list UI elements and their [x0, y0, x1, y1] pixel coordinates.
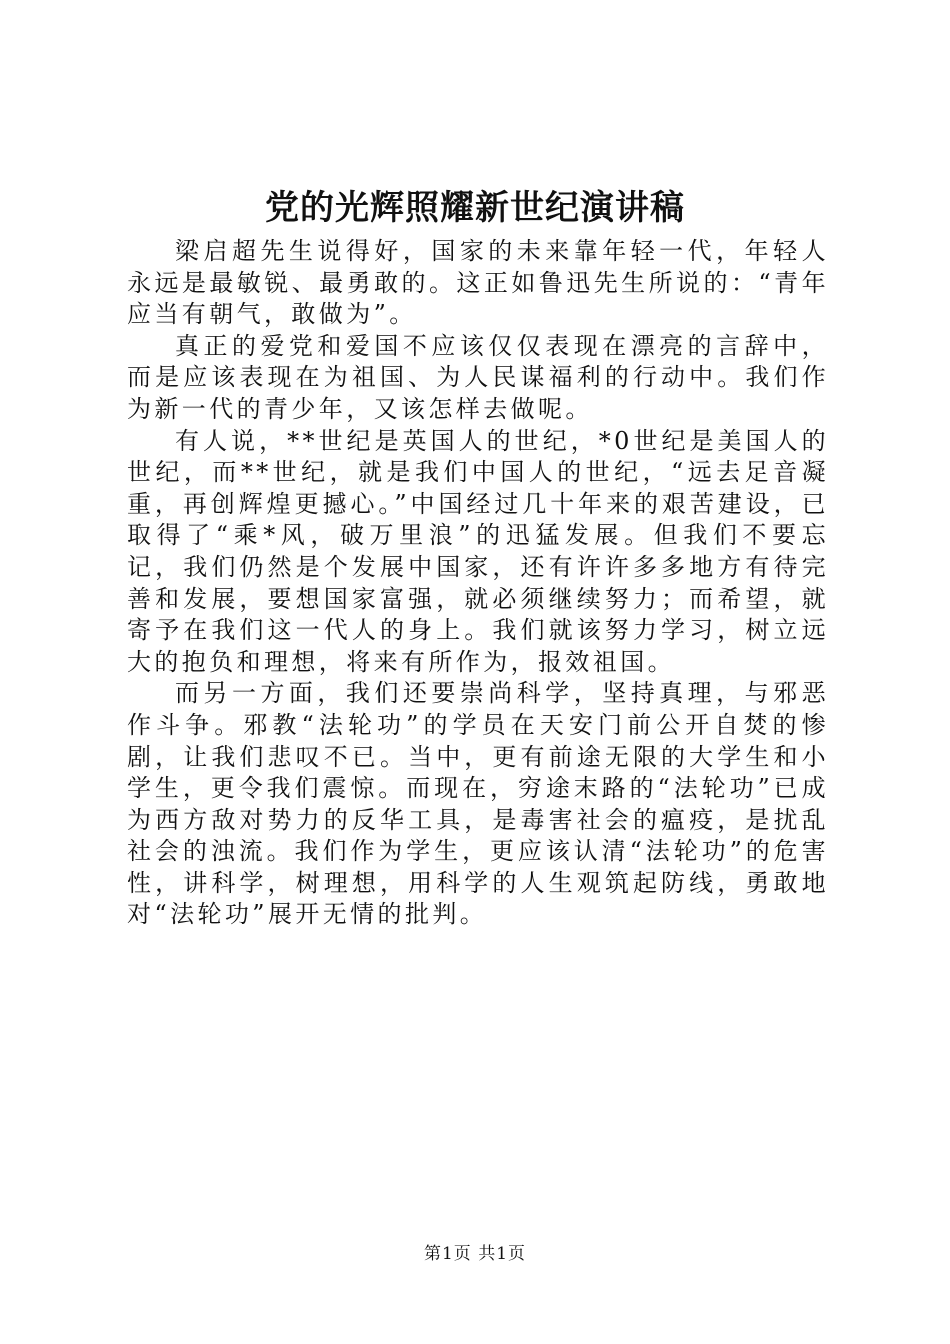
paragraph-1: 梁启超先生说得好，国家的未来靠年轻一代，年轻人永远是最敏锐、最勇敢的。这正如鲁迅先生所说的：“青年应当有朝气，敢做为”。: [127, 237, 829, 329]
document-title: 党的光辉照耀新世纪演讲稿: [265, 188, 685, 228]
paragraph-4: 而另一方面，我们还要崇尚科学，坚持真理，与邪恶作斗争。邪教“法轮功”的学员在天安门前公开自焚的惨剧，让我们悲叹不已。当中，更有前途无限的大学生和小学生，更令我们震惊。而现在，穷途末路的“法轮功”已成为西方敌对势力的反华工具，是毒害社会的瘟疫，是扰乱社会的浊流。我们作为学生，更应该认清“法轮功”的危害性，讲科学，树理想，用科学的人生观筑起防线，勇敢地对“法轮功”展开无情的批判。: [127, 679, 829, 929]
document-body: [127, 236, 829, 931]
paragraph-3: 有人说，**世纪是英国人的世纪，*0世纪是美国人的世纪，而**世纪，就是我们中国人的世纪，“远去足音凝重，再创辉煌更撼心。”中国经过几十年来的艰苦建设，已取得了“乘*风，破万里浪”的迅猛发展。但我们不要忘记，我们仍然是个发展中国家，还有许许多多地方有待完善和发展，要想国家富强，就必须继续努力；而希望，就寄予在我们这一代人的身上。我们就该努力学习，树立远大的抱负和理想，将来有所作为，报效祖国。: [127, 426, 829, 676]
paragraph-2: 真正的爱党和爱国不应该仅仅表现在漂亮的言辞中，而是应该表现在为祖国、为人民谋福利的行动中。我们作为新一代的青少年，又该怎样去做呢。: [127, 331, 829, 423]
page-footer: 第1页 共1页: [423, 1244, 527, 1264]
